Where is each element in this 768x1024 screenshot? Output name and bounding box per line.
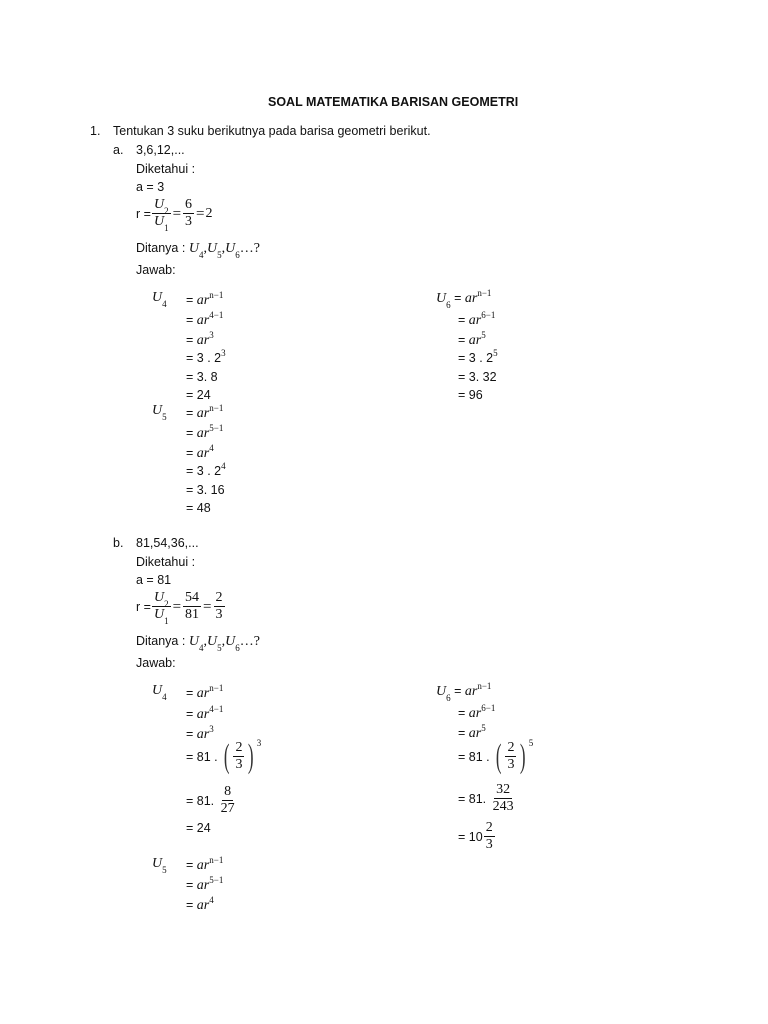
part-b-u4-symbol: $U_4$ xyxy=(152,683,167,702)
part-b-u4-line1: = $ar^{n-1}$ xyxy=(186,682,224,701)
part-b-ditanya: Ditanya : $U_4,U_5,U_6\dots$? xyxy=(136,634,260,653)
part-a-sequence: 3,6,12,... xyxy=(136,143,185,157)
page-title: SOAL MATEMATIKA BARISAN GEOMETRI xyxy=(268,95,519,109)
part-b-diketahui: Diketahui : xyxy=(136,555,196,569)
ratio-fraction-num: $\frac{6}{3}$ xyxy=(185,197,193,229)
part-b-u4-line6: = 24 xyxy=(186,821,211,835)
part-a-u5-line4: = 3 . $2^4$ xyxy=(186,460,226,478)
part-a-u5-line5: = 3. 16 xyxy=(186,483,225,497)
ratio-result: 2 xyxy=(205,205,213,221)
part-b-u6-line2: = $ar^{6-1}$ xyxy=(458,702,496,721)
part-a-jawab: Jawab: xyxy=(136,263,176,277)
part-b-u4-line4: = 81 . ( $\frac{2}{3}$ ) $^3$ xyxy=(186,737,262,775)
part-b-u6-line3: = $ar^5$ xyxy=(458,722,486,741)
part-b-u4-line2: = $ar^{4-1}$ xyxy=(186,703,224,722)
part-a-u4-line4: = 3 . $2^3$ xyxy=(186,347,226,365)
part-b-u4-line3: = $ar^3$ xyxy=(186,723,214,742)
part-a-u6-line3: = $ar^5$ xyxy=(458,329,486,348)
part-a-u5-line1: = $ar^{n-1}$ xyxy=(186,402,224,421)
part-a-u5-line2: = $ar^{5-1}$ xyxy=(186,422,224,441)
part-a-u6-line5: = 3. 32 xyxy=(458,370,497,384)
part-a-u5-line6: = 48 xyxy=(186,501,211,515)
part-b-u5-line3: = $ar^4$ xyxy=(186,894,214,913)
part-b-letter: b. xyxy=(113,536,124,550)
part-a-ratio: r = $\frac{U_2}{U_1}$ = $\frac{6}{3}$ = 2 xyxy=(136,197,213,233)
part-b-u5-line2: = $ar^{5-1}$ xyxy=(186,874,224,893)
part-b-u6-line4: = 81 . ( $\frac{2}{3}$ ) $^5$ xyxy=(458,737,534,775)
part-a-u6-line4: = 3 . $2^5$ xyxy=(458,347,498,365)
part-b-sequence: 81,54,36,... xyxy=(136,536,199,550)
part-b-u5-symbol: $U_5$ xyxy=(152,856,167,875)
ratio-prefix: r = xyxy=(136,599,151,614)
part-a-diketahui: Diketahui : xyxy=(136,162,196,176)
part-a-u6-symbol: $U_6 = ar^{n-1}$ xyxy=(436,287,492,310)
part-a-u4-line2: = $ar^{4-1}$ xyxy=(186,309,224,328)
part-b-u6-line6: = 10 $\frac{2}{3}$ xyxy=(458,820,493,852)
ratio-fraction-u: $\frac{U_2}{U_1}$ xyxy=(153,590,169,626)
part-a-u6-line6: = 96 xyxy=(458,388,483,402)
part-a-u4-line6: = 24 xyxy=(186,388,211,402)
part-b-u6-symbol: $U_6 = ar^{n-1}$ xyxy=(436,680,492,703)
ratio-fraction-num: $\frac{54}{81}$ xyxy=(185,590,200,622)
ratio-fraction-result: $\frac{2}{3}$ xyxy=(215,590,223,622)
part-a-u4-line3: = $ar^3$ xyxy=(186,329,214,348)
part-b-a-value: a = 81 xyxy=(136,573,172,587)
part-b-u5-line1: = $ar^{n-1}$ xyxy=(186,854,224,873)
part-a-u4-symbol: $U_4$ xyxy=(152,290,167,309)
part-b-ratio: r = $\frac{U_2}{U_1}$ = $\frac{54}{81}$ = $\frac{2}{3}$ xyxy=(136,590,223,626)
part-a-u6-line2: = $ar^{6-1}$ xyxy=(458,309,496,328)
part-a-u5-line3: = $ar^4$ xyxy=(186,442,214,461)
part-b-u4-line5: = 81. $\frac{8}{27}$ xyxy=(186,784,235,816)
part-b-u6-line5: = 81. $\frac{32}{243}$ xyxy=(458,782,514,814)
question-text: Tentukan 3 suku berikutnya pada barisa geometri berikut. xyxy=(113,124,431,138)
ratio-fraction-u: $\frac{U_2}{U_1}$ xyxy=(153,197,169,233)
question-number: 1. xyxy=(90,124,101,138)
ratio-prefix: r = xyxy=(136,206,151,221)
part-a-a-value: a = 3 xyxy=(136,180,165,194)
part-a-u4-line5: = 3. 8 xyxy=(186,370,218,384)
part-a-u4-line1: = $ar^{n-1}$ xyxy=(186,289,224,308)
part-a-u5-symbol: $U_5$ xyxy=(152,403,167,422)
part-a-letter: a. xyxy=(113,143,124,157)
part-b-jawab: Jawab: xyxy=(136,656,176,670)
part-a-ditanya: Ditanya : $U_4,U_5,U_6\dots$? xyxy=(136,241,260,260)
